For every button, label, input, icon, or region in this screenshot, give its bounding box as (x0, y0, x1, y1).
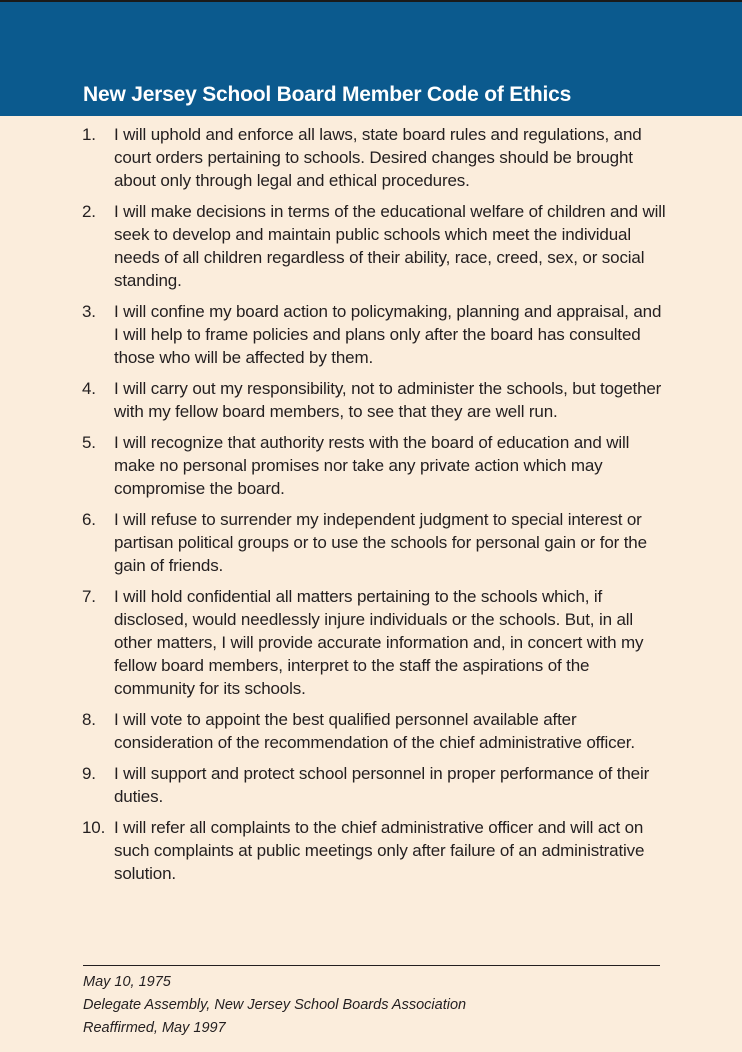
item-number: 10. (82, 818, 106, 837)
list-item (82, 585, 667, 700)
item-text: I will support and protect school personnel in proper performance of their duties. (114, 764, 650, 806)
item-number: 3. (82, 302, 96, 321)
item-text: I will carry out my responsibility, not to administer the schools, but together with my fellow board members, to see that they are well run. (114, 379, 662, 421)
item-number: 7. (82, 587, 96, 606)
item-number: 1. (82, 125, 96, 144)
item-number: 2. (82, 202, 96, 221)
list-item (82, 300, 667, 369)
item-text: I will refer all complaints to the chief administrative officer and will act on such complaints at public meetings only after failure of an administrative solution. (114, 818, 645, 883)
list-item (82, 431, 667, 500)
item-text: I will recognize that authority rests with the board of education and will make no personal promises nor take any private action which may compromise the board. (114, 433, 630, 498)
item-number: 6. (82, 510, 96, 529)
item-text: I will refuse to surrender my independent judgment to special interest or partisan political groups or to use the schools for personal gain or for the gain of friends. (114, 510, 647, 575)
item-text: I will hold confidential all matters pertaining to the schools which, if disclosed, would needlessly injure individuals or the schools. But, in all other matters, I will provide accurate information and, in concert with my fellow board members, interpret to the staff the aspirations of the community for its schools. (114, 587, 644, 698)
item-number: 8. (82, 710, 96, 729)
header-banner (0, 0, 742, 116)
page-title: New Jersey School Board Member Code of Ethics (83, 83, 572, 106)
adoption-date: May 10, 1975 (83, 974, 171, 990)
item-number: 9. (82, 764, 96, 783)
list-item (82, 508, 667, 577)
list-item (82, 377, 667, 423)
list-item (82, 200, 667, 292)
reaffirmed-date: Reaffirmed, May 1997 (83, 1020, 226, 1036)
list-item (82, 708, 667, 754)
adopting-body: Delegate Assembly, New Jersey School Boards Association (83, 997, 467, 1013)
item-text: I will make decisions in terms of the educational welfare of children and will seek to develop and maintain public schools which meet the individual needs of all children regardless of their ability, race, creed, sex, or social standing. (114, 202, 666, 290)
item-number: 5. (82, 433, 96, 452)
list-item (82, 762, 667, 808)
list-item (82, 123, 667, 192)
item-text: I will vote to appoint the best qualified personnel available after consideration of the recommendation of the chief administrative officer. (114, 710, 635, 752)
item-number: 4. (82, 379, 96, 398)
item-text: I will uphold and enforce all laws, state board rules and regulations, and court orders pertaining to schools. Desired changes should be brought about only through legal and ethical procedures. (114, 125, 642, 190)
code-of-ethics-list (82, 123, 667, 893)
list-item (82, 816, 667, 885)
footer-divider (83, 965, 660, 966)
footer-attribution (83, 971, 466, 1040)
item-text: I will confine my board action to policymaking, planning and appraisal, and I will help to frame policies and plans only after the board has consulted those who will be affected by them. (114, 302, 662, 367)
